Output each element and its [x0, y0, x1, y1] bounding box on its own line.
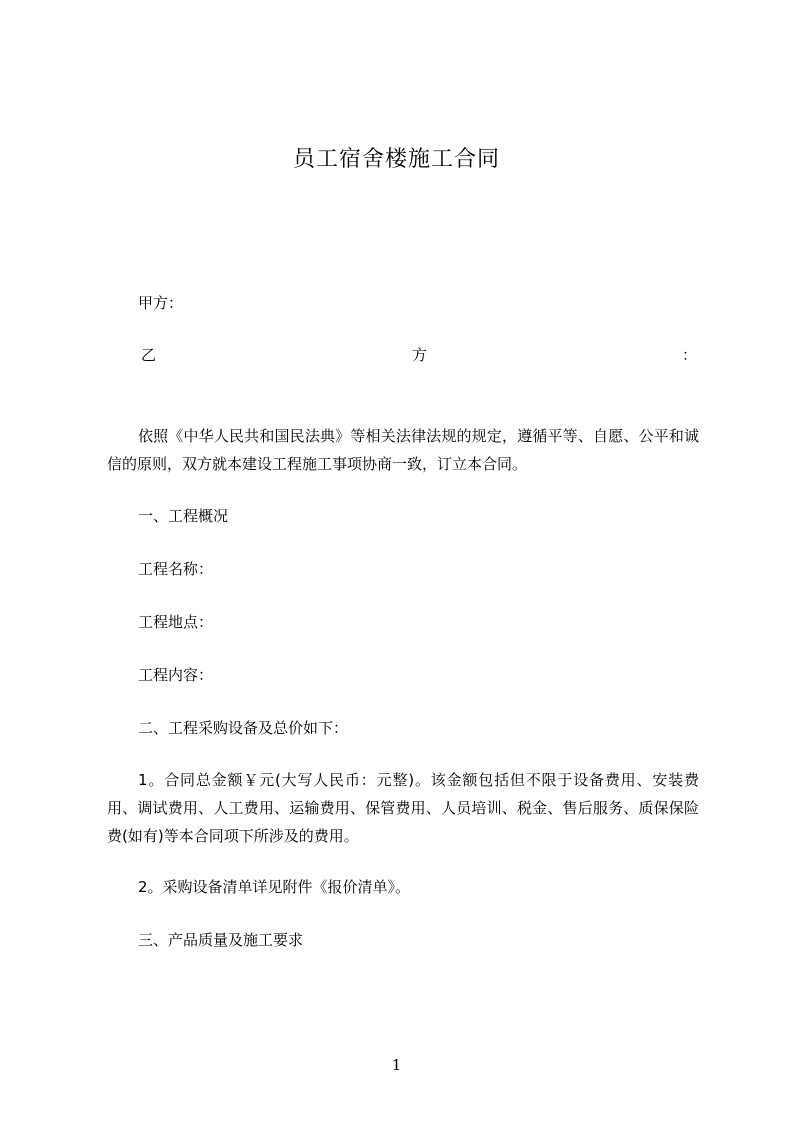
party-b-label [141, 344, 698, 366]
party-b-colon: ： [682, 346, 698, 364]
party-b-char-1: 乙 [141, 346, 157, 364]
clause-1-paragraph: 1。合同总金额￥元(大写人民币：元整)。该金额包括但不限于设备费用、安装费用、调试费用、人工费用、运输费用、保管费用、人员培训、税金、售后服务、质保保险费(如有)等本合同项下所涉及的费用。 [107, 771, 699, 845]
project-content-field: 工程内容： [138, 666, 214, 684]
party-b-char-2: 方 [412, 346, 428, 364]
project-name-field: 工程名称： [138, 560, 214, 578]
party-a-label: 甲方： [138, 294, 184, 312]
section-3-heading: 三、产品质量及施工要求 [138, 931, 304, 949]
section-1-heading: 一、工程概况 [138, 507, 229, 525]
contract-title: 员工宿舍楼施工合同 [292, 147, 500, 172]
page-number: 1 [391, 1056, 402, 1074]
intro-paragraph: 依照《中华人民共和国民法典》等相关法律法规的规定，遵循平等、自愿、公平和诚信的原则，双方就本建设工程施工事项协商一致，订立本合同。 [107, 427, 699, 473]
project-location-field: 工程地点： [138, 613, 214, 631]
clause-2-paragraph: 2。采购设备清单详见附件《报价清单》。 [138, 878, 411, 896]
section-2-heading: 二、工程采购设备及总价如下： [138, 719, 349, 737]
